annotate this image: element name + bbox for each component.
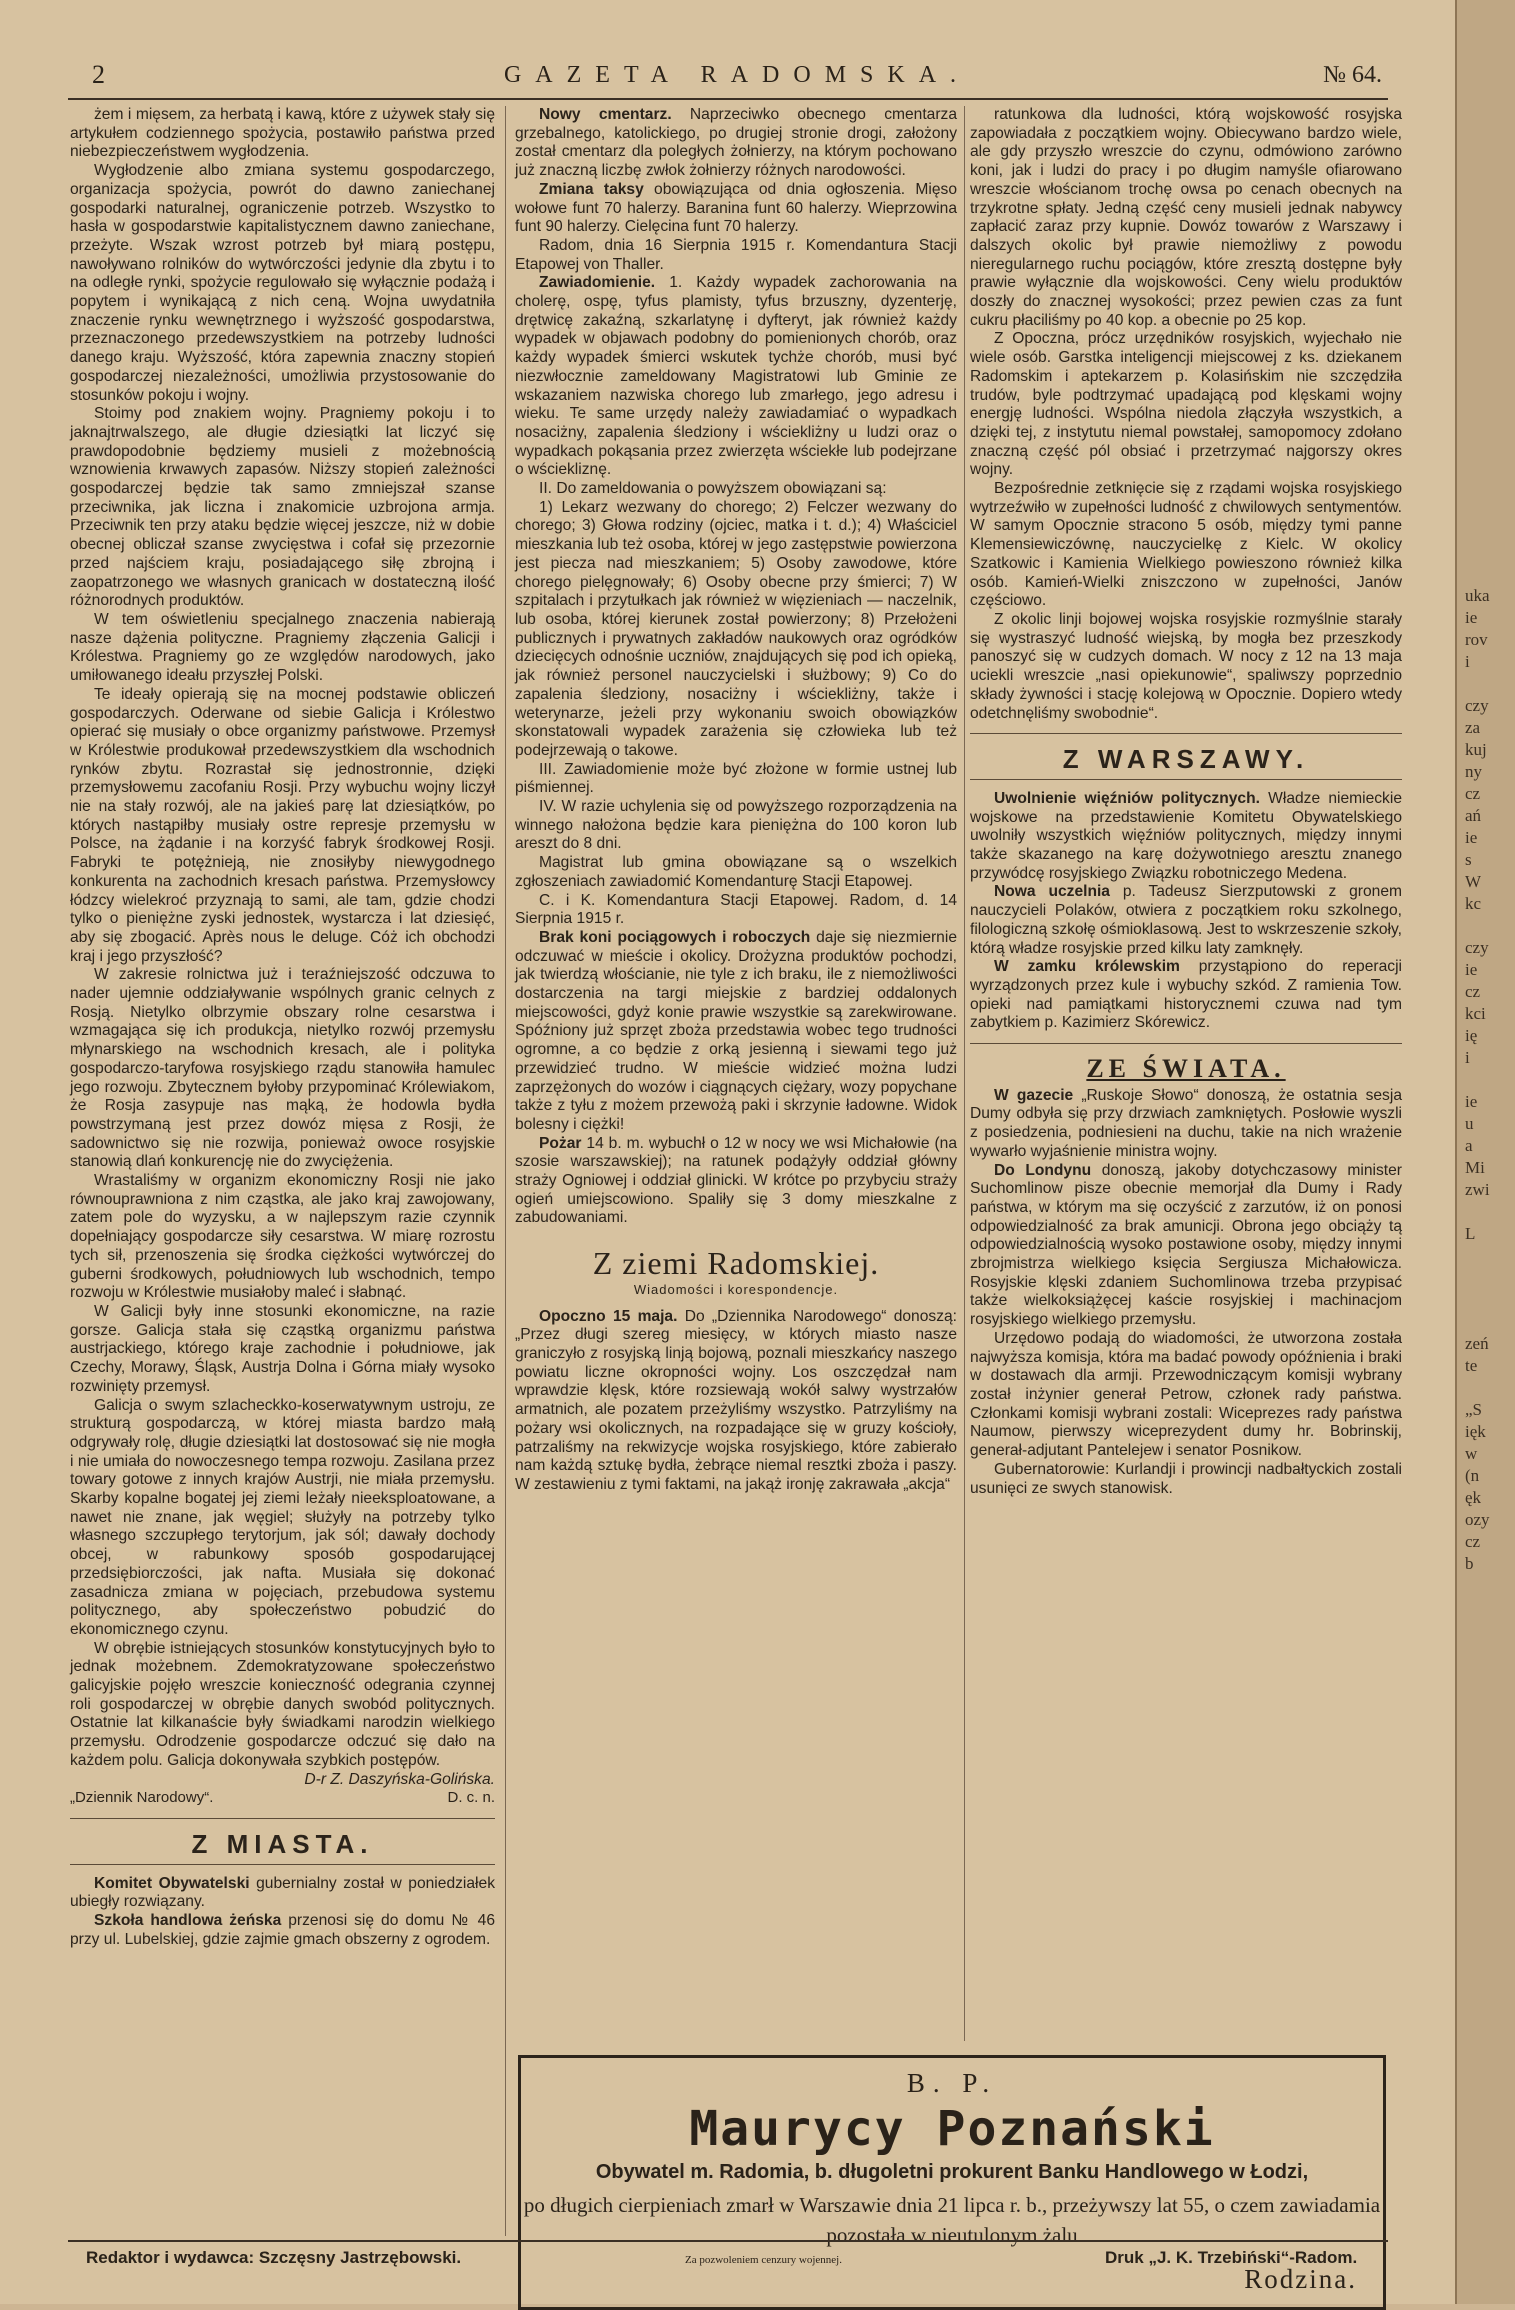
item-text: przystąpiono do reperacji wyrządzonych przez kule i wybuchy szkód. Z ramienia Tow. opieki nad pamiątkami historycznemi czuwa nad tym zabytkiem p. Kazimierz Skórewicz. <box>970 958 1402 1032</box>
gutter-fragment: cz <box>1465 1532 1481 1551</box>
divider <box>970 733 1402 734</box>
news-item <box>70 1875 495 1912</box>
divider <box>970 779 1402 780</box>
correspondence: Opoczno 15 maja. Do „Dziennika Narodowego“ donoszą: „Przez długi szereg miesięcy, w których miasto nasze graniczyło z rosyjską linją bojową, poznali mieszkańcy naszego powiatu liczne okropności wojny. Los oszczędzał nam wprawdzie klęsk, które rozsiewają wokół salwy wystrzałów armatnich, ale pozatem przeżyliśmy wszystko. Patrzyliśmy na pożary wsi okolicznych, na rozpadające się w gruzy kościoły, patrzaliśmy na rekwizycje wojska rosyjskiego, które zabierało nam każdą sztukę bydła, żebrące niemal resztki zboża i paszy. W zestawieniu z tymi faktami, na jakąż ironję zakrawała „akcja“ <box>515 1307 957 1493</box>
announcement-paragraph <box>515 274 957 480</box>
paragraph <box>70 106 495 162</box>
item-text: Magistrat lub gmina obowiązane są o wszelkich zgłoszeniach zawiadomić Komendanturę Stacji Etapowej. <box>515 854 957 890</box>
gutter-fragment: ie <box>1465 960 1478 979</box>
item-text: 1. Każdy wypadek zachorowania na cholerę, ospę, tyfus plamisty, tyfus brzuszny, dyzenterję, drętwicę zakaźną, szkarlatynę i dyfteryt, jak również każdy wypadek w objawach podobny do pomienionych chorób, oraz każdy wypadek śmierci wskutek tychże chorób, musi być niezwłocznie zameldowany Magistratowi lub Gminie ze wskazaniem nazwiska chorego lub zmarłego, jego adresu i wieku. Te same urzędy należy zawiadamiać o wypadkach nosaciżny, zapalenia śledziony i wściekliżny u ludzi oraz o wypadkach pokąsania przez zwierzęta wściekłe lub podejrzane o wściekliznę. <box>515 274 957 479</box>
item-text: Stoimy pod znakiem wojny. Pragniemy pokoju i to jaknajtrwalszego, ale długie dziesiątki lat liczyć się prawdopodobnie będziemy musieli z możebnością wznowienia krwawych zapasów. Niższy stopień zależności gospodarczej będzie tak samo zmniejszał szanse przeciwnika, jak liczna i znakomicie uzbrojona armja. Przeciwnik ten przy ataku będzie więcej jeszcze, niż w dobie obecnej obliczał szanse zwycięstwa i cofał się przezornie przed najściem kraju, posiadającego siłę zbrojną i zaopatrzonego we własnych granicach w dostateczną ilość różnorodnych produktów. <box>70 405 495 610</box>
item-lead: Uwolnienie więźniów politycznych. <box>994 789 1260 807</box>
gutter-fragment: a <box>1465 1136 1473 1155</box>
gutter-fragment: ięk <box>1465 1422 1486 1441</box>
correspondence-continued <box>970 106 1402 723</box>
world-news <box>970 1087 1402 1498</box>
gutter-fragment: Mi <box>1465 1158 1485 1177</box>
gutter-fragment: (n <box>1465 1466 1480 1485</box>
paragraph <box>70 1172 495 1303</box>
item-lead: Zawiadomienie. <box>539 274 656 292</box>
gutter-fragment: b <box>1465 1554 1474 1573</box>
gutter-fragment: u <box>1465 1114 1474 1133</box>
item-text: III. Zawiadomienie może być złożone w formie ustnej lub piśmiennej. <box>515 760 957 797</box>
item-text: Władze niemieckie wojskowe na przedstawienie Komitetu Obywatelskiego uwolniły wszystkich więźniów politycznych, między innymi także skazanego na karę dożywotniego aresztu znanego przywódcę rosyjskiego Związku robotniczego Medena. <box>970 789 1402 882</box>
item-lead: Szkoła handlowa żeńska <box>94 1912 282 1930</box>
gutter-fragment: ie <box>1465 828 1478 847</box>
item-text: 1) Lekarz wezwany do chorego; 2) Felczer wezwany do chorego; 3) Głowa rodziny (ojciec, matka i t. d.); 4) Właściciel mieszkania lub też osoba, której w jego zastępstwie powierzona jest piecza nad mieszkaniem; 5) Osoby zawodowe, które chorego pielęgnowały; 6) Osoby obecne przy śmierci; 7) W szpitalach i przytułkach jak również w więzieniach — naczelnik, lub osoba, której kierunek został powierzony; 8) Przełożeni publicznych i prywatnych zakładów naukowych oraz ogródków dziecięcych odnośnie uczniów, znajdujących się pod ich opieką, jak również personel nauczycielski i służbowy; 9) Co do zapalenia śledziony, nosaciżny i wściekliżny, także i weterynarze, jeżeli przy wykonaniu swoich obowiązków skonstatowali wypadek zarażenia się człowieka lub też podejrzewają o takowe. <box>515 498 957 759</box>
item-text: W zakresie rolnictwa już i teraźniejszość odczuwa to nader ujemnie oddziaływanie wspólnych granic celnych z Rosją. Nietylko olbrzymie obszary rolne cesarstwa i wzmagająca się ich produkcja, nietylko rozwój przemysłu młynarskiego na wschodnich kresach, ale i polityka gospodarczo-taryfowa rosyjskiego rządu stanowiła hamulec jego rozwoju. Zbytecznem byłoby przypominać Królewiakom, że Rosja zasypuje nas mąką, że hodowla bydła powstrzymaną jest przez dowóz mięsa z Rosji, że sadownictwo się nie rozwija, ponieważ owoce rosyjskie stanowią dlań konkurencję nie do zwyciężenia. <box>70 966 495 1171</box>
obituary-notice <box>518 2055 1386 2310</box>
paragraph <box>70 405 495 611</box>
obituary-bp: B. P. <box>906 2068 998 2098</box>
divider <box>70 1864 495 1865</box>
item-text: Te ideały opierają się na mocnej podstawie obliczeń gospodarczych. Oderwane od siebie Galicja i Królestwo opierać się musiały o obce organizmy państwowe. Przemysł w Królestwie produkował przedewszystkiem dla wschodnich rynków zbytu. Rozrastał się jednostronnie, dzięki przemysłowemu zacofaniu Rosji. Przy wybuchu wojny liczył nie na stały rozwój, ale na jakieś parę lat dziesiątków, po których nastąpiłby musiały ostre represje przemysłu w Polsce, na żądanie i na korzyść fabryk środkowej Rosji. Fabryki te potężnieją, nie znosiłyby niewygodnego konkurenta na zachodnich kresach państwa. Przemysłowcy łódzcy wielekroć przyznają to sami, ale tam, gdzie chodzi tylko o pieniężne zyski jednostek, wystarcza i lat dziesięć, aby się zbogacić. Après nous le deluge. Cóż ich obchodzi kraj i jego przyszłość? <box>70 685 495 965</box>
article-economy <box>70 106 495 1771</box>
item-lead: W gazecie <box>994 1086 1074 1104</box>
announcement-paragraph <box>515 761 957 798</box>
item-text: II. Do zameldowania o powyższem obowiązani są: <box>539 480 887 498</box>
paragraph <box>70 686 495 967</box>
column-1 <box>70 106 495 1950</box>
item-text: Gubernatorowie: Kurlandji i prowincji nadbałtyckich zostali usunięci ze swych stanowisk. <box>970 1460 1402 1497</box>
paragraph <box>70 162 495 405</box>
gutter-fragment: ań <box>1465 806 1482 825</box>
gutter-fragment: rov <box>1465 630 1488 649</box>
gutter-fragment: zeń <box>1465 1334 1489 1353</box>
section-heading-warszawy: Z WARSZAWY. <box>1062 744 1310 775</box>
gutter-fragment: ny <box>1465 762 1482 781</box>
gutter-fragment: czy <box>1465 938 1489 957</box>
gutter-fragment: ię <box>1465 1026 1478 1045</box>
gutter-fragment: i <box>1465 1048 1470 1067</box>
section-subheading: Wiadomości i korespondencje. <box>633 1281 839 1297</box>
news-item: Nowy cmentarz. Naprzeciwko obecnego cmentarza grzebalnego, katolickiego, po drugiej stronie drogi, założony został cmentarz dla poległych żołnierzy, na którym pochowano już znaczną liczbę zwłok żołnierzy różnych narodowości. <box>515 106 957 180</box>
item-text: Wygłodzenie albo zmiana systemu gospodarczego, organizacja spożycia, powrót do dawno zaniechanej gospodarki naturalnej, ograniczenie potrzeb. Wszystko to hasła w gospodarstwie kapitalistycznem dawno zaniechane, przeżyte. Wszak wzrost potrzeb był miarą postępu, nawoływano rolników do wytwórczości jedynie dla zbytu i to na odległe rynki, spożycie regulowało się wyłącznie podażą i popytem i wynikającą z nich ceną. Wojna uwydatniła znaczenie rynku wewnętrznego i wyższość gospodarstwa, przeznaczonego przedewszystkiem na potrzeby ludności danego kraju. Wyższość, która zapewnia znaczny stopień gospodarczej niezależności, umożliwia przystosowanie do stosunków pokoju i wojny. <box>70 162 495 404</box>
paragraph <box>70 966 495 1172</box>
item-text: Z okolic linji bojowej wojska rosyjskie rozmyślnie starały się wystraszyć ludność wiejską, by mogła bez przeszkody panoszyć się w cudzych domach. W nocy z 12 na 13 maja uciekli wreszcie „nasi opiekunowie“, spaliwszy poprzednio składy żywności i stację kolejową w Opocznie. Dopiero wtedy odetchnęliśmy swobodnie“. <box>970 610 1402 722</box>
item-text: gubernialny został w poniedziałek ubiegły rozwiązany. <box>70 1874 495 1911</box>
notice-signature: C. i K. Komendantura Stacji Etapowej. Radom, d. 14 Sierpnia 1915 r. <box>515 891 957 928</box>
source-name: „Dziennik Narodowy“. <box>70 1789 214 1807</box>
gutter-fragment: ie <box>1465 1092 1478 1111</box>
gutter-fragment: czy <box>1465 696 1489 715</box>
adjacent-page-edge <box>1455 0 1515 2304</box>
gutter-fragment: ie <box>1465 608 1478 627</box>
column-3 <box>970 106 1402 1498</box>
notice-signature: Radom, dnia 16 Sierpnia 1915 r. Komendantura Stacji Etapowej von Thaller. <box>515 236 957 273</box>
gutter-fragment: kci <box>1465 1004 1486 1023</box>
paragraph <box>970 330 1402 480</box>
masthead: GAZETA RADOMSKA. <box>503 62 971 88</box>
announcement-paragraph <box>515 480 957 499</box>
obituary-family: Rodzina. <box>1244 2264 1357 2294</box>
gutter-fragment: kc <box>1465 894 1482 913</box>
page-header <box>92 60 1382 94</box>
announcement-paragraph <box>515 499 957 761</box>
gutter-fragment: s <box>1465 850 1472 869</box>
gutter-fragment: i <box>1465 652 1470 671</box>
item-text: W tem oświetleniu specjalnego znaczenia nabierają nasze dążenia polityczne. Pragniemy złączenia Galicji i Królestwa. Pragniemy go ze względów narodowych, jako umiłowanego ideału przyszłej Polski. <box>70 610 495 685</box>
gutter-fragment: „S <box>1465 1400 1482 1419</box>
gutter-fragment: cz <box>1465 982 1481 1001</box>
news-item: Zmiana taksy obowiązująca od dnia ogłoszenia. Mięso wołowe funt 70 halerzy. Baranina funt 60 halerzy. Wieprzowina funt 90 halerzy. Cielęcina funt 70 halerzy. <box>515 180 957 236</box>
item-lead: Komitet Obywatelski <box>94 1874 250 1892</box>
news-item <box>970 1330 1402 1461</box>
news-item <box>970 1162 1402 1330</box>
item-text: IV. W razie uchylenia się od powyższego rozporządzenia na winnego nałożona będzie kara pieniężna do 100 koron lub areszt do 8 dni. <box>515 798 957 853</box>
item-lead: W zamku królewskim <box>994 958 1180 976</box>
divider <box>970 1043 1402 1044</box>
item-text: W Galicji były inne stosunki ekonomiczne, na razie gorsze. Galicja stała się cząstką organizmu państwa austrjackiego, którego kraje zachodnie i południowe, jak Czechy, Morawy, Śląsk, Austrja Dolna i Górna miały wysoko rozwinięty przemysł. <box>70 1303 495 1395</box>
news-item <box>970 790 1402 884</box>
gutter-fragment: w <box>1465 1444 1478 1463</box>
gutter-fragment: ęk <box>1465 1488 1482 1507</box>
news-item <box>970 883 1402 958</box>
article-signature: D-r Z. Daszyńska-Golińska. <box>304 1770 495 1788</box>
gutter-fragment: uka <box>1465 586 1490 605</box>
paragraph <box>70 611 495 686</box>
item-text: Galicja o swym szlacheckko-koserwatywnym ustroju, ze strukturą gospodarczą, w której miasta bardzo małą odgrywały rolę, długie dziesiątki lat dostosować się nie mogła i nie umiała do nowoczesnego tempa rozwoju. Zasilana przez towary gotowe z innych krajów Austrji, nie miała przemysłu. Skarby kopalne bogatej jej ziemi leżały nieeksploatowane, a nawet nie znane, jak węgiel; służyły na potrzeby tylko własnego szczupłego terytorjum, jak sól; dawały dochody obcej, w rabunkowy sposób gospodarującej przedsiębiorczości, jak nafta. Musiała się dokonać zasadnicza zmiana w pojęciach, przebudowa systemu politycznego, aby społeczeństwo pobudzić do ekonomicznego czynu. <box>70 1396 495 1638</box>
page-number: 2 <box>92 60 105 89</box>
paragraph <box>70 1640 495 1771</box>
obituary-name: Maurycy Poznański <box>689 2101 1215 2157</box>
item-text: Wrastaliśmy w organizm ekonomiczny Rosji nie jako równouprawniona z nim cząstka, ale jako kraj zawojowany, zatem pole do wyzysku, a w najlepszym razie czynnik dopełniający gospodarcze siły cesarstwa. W miarę rozrostu tych sił, przenoszenia się środka ciężkości wytwórczej do guberni środkowych, południowych lub wschodnich, tempo rozwoju w Królestwie musiałoby maleć i słabnąć. <box>70 1172 495 1302</box>
item-text: przenosi się do domu № 46 przy ul. Lubelskiej, gdzie zajmie gmach obszerny z ogrodem. <box>70 1912 495 1948</box>
column-rule-1 <box>505 106 506 2236</box>
news-item <box>70 1912 495 1949</box>
paragraph <box>70 1303 495 1397</box>
section-heading-swiata: ZE ŚWIATA. <box>1086 1054 1286 1084</box>
news-item: Pożar 14 b. m. wybuchł o 12 w nocy we wsi Michałowie (na szosie warszawskiej); na ratunek podążyły oddział główny straży Ogniowej i oddział glinicki. W krótce po przybyciu straży ogień umiejscowiono. Spaliły się 3 domy mieszkalne z zabudowaniami. <box>515 1134 957 1227</box>
gutter-fragment: L <box>1465 1224 1476 1243</box>
announcement-paragraph <box>515 854 957 891</box>
header-rule <box>68 98 1388 100</box>
item-lead: Nowa uczelnia <box>994 883 1110 901</box>
item-text: „Ruskoje Słowo“ donoszą, że ostatnia sesja Dumy odbyła się przy drzwiach zamkniętych. Posłowie wyszli z posiedzenia, podniesieni na duchu, takie na nich wrażenie wywarło wyjaśnienie ministra wojny. <box>970 1086 1402 1160</box>
footer-rule <box>68 2240 1388 2242</box>
gutter-fragment: kuj <box>1465 740 1487 759</box>
item-text: żem i mięsem, za herbatą i kawą, które z używek stały się artykułem codziennego spożycia, postawiło państwa przed niebezpieczeństwem wygłodzenia. <box>70 106 495 161</box>
footer-censor: Za pozwoleniem cenzury wojennej. <box>685 2254 842 2266</box>
item-text: ratunkowa dla ludności, którą wojskowość rosyjska zapowiadała z początkiem wojny. Obiecywano bardzo wiele, ale gdy przyszło wreszcie do czynu, odmówiono zarówno koni, jak i ludzi do pracy i po długim namyśle ofiarowano wreszcie włościanom trochę owsa po cenach obecnych na trzykrotne spłaty. Jedną część ceny musieli jednak nabywcy zapłacić zaraz przy kupnie. Dowóz towarów z Warszawy i dalszych okolic był prawie niemożliwy z powodu nieregularnego ruchu pociągów, które zresztą dostępne były prawie wyłącznie dla wojskowości. Ceny wielu produktów doszły do znacznej wysokości; przez pewien czas za funt cukru płaciliśmy po 40 kop. a obecnie po 25 kop. <box>970 106 1402 329</box>
warsaw-news <box>970 790 1402 1033</box>
column-rule-2 <box>964 106 965 2041</box>
footer-editor: Redaktor i wydawca: Szczęsny Jastrzębowski. <box>86 2248 462 2267</box>
city-news <box>70 1875 495 1950</box>
paragraph <box>970 611 1402 723</box>
divider <box>70 1818 495 1819</box>
item-text: donoszą, jakoby dotychczasowy minister Suchomlinow pisze obecnie memorjał dla Dumy i Rady państwa, w którym ma się oczyścić z zarzutów, iż on ponosi odpowiedzialność za brak amunicji. Obrona jego obciąży tą odpowiedzialnością wysoko postawione osoby, między innymi zbrojmistrza wielkiego księcia Sergiusza Michałowicza. Rosyjskie klęski zdaniem Suchomlinowa trzeba przypisać także wielkoksiążęcej kaście rosyjskiej i machinacjom rosyjskiego wielkiego przemysłu. <box>970 1161 1402 1329</box>
item-text: Z Opoczna, prócz urzędników rosyjskich, wyjechało nie wiele osób. Garstka inteligencji miejscowej z ks. dziekanem Radomskim i aptekarzem p. Kolasińskim nie szczędziła trudów, byle podtrzymać upadającą pod klęskami wojny energję ludności. Wspólna niedola złączyła wszystkich, a dzięki tej, z instytutu niemal powstałej, samopomocy zdołano znaczną część pól obsiać i przetrzymać najgorszy okres wojny. <box>970 330 1402 479</box>
section-heading-miasta: Z MIASTA. <box>191 1828 374 1859</box>
issue-number: № 64. <box>1323 62 1382 88</box>
gutter-fragment: W <box>1465 872 1482 891</box>
gutter-fragment: ozy <box>1465 1510 1490 1529</box>
news-item <box>970 1461 1402 1498</box>
source-note: D. c. n. <box>447 1789 495 1807</box>
news-item <box>970 958 1402 1033</box>
news-item: Brak koni pociągowych i roboczych daje się niezmiernie odczuwać w mieście i okolicy. Drożyzna produktów pochodzi, jak twierdzą włościanie, nie tyle z ich braku, ile z niemożliwości dostarczenia na targi miejskie z bardziej oddalonych miejscowości, gdyż konie prawie wszystkie są zarekwirowane. Spóźniony już sprzęt zboża przedstawia wobec tego trudności ogromne, a co będzie z orką jesienną i siewami tego już przewidzieć trudno. W mieście widzieć można ludzi zaprzężonych do wozów i ciągnących ciężary, wozy popychane także z tyłu z możem przewożą paki i skrzynie ładowne. Widok bolesny i ciężki! <box>515 928 957 1133</box>
gutter-fragment: za <box>1465 718 1481 737</box>
gutter-fragment: cz <box>1465 784 1481 803</box>
item-text: Urzędowo podają do wiadomości, że utworzona została najwyższa komisja, która ma badać powody opóźnienia i braki w dostawach dla armji. Przewodniczącym komisji wybrany został inżynier generał Petrow, członek rady państwa. Członkami komisji wybrani zostali: Wiceprezes rady państwa Naumow, pierwszy wiceprezydent dumy hr. Bobrinskij, generał-adjutant Pantelejew i senator Posnikow. <box>970 1329 1402 1460</box>
section-heading-ziemi: Z ziemi Radomskiej. <box>592 1245 880 1282</box>
obituary-title: Obywatel m. Radomia, b. długoletni prokurent Banku Handlowego w Łodzi, <box>595 2161 1309 2183</box>
news-item <box>970 1087 1402 1162</box>
article-source <box>70 1789 495 1808</box>
gutter-fragment: zwi <box>1465 1180 1490 1199</box>
paragraph <box>970 480 1402 611</box>
paragraph <box>970 106 1402 330</box>
gutter-fragment: te <box>1465 1356 1478 1375</box>
item-text: p. Tadeusz Sierzputowski z gronem nauczycieli Polaków, otwiera z początkiem roku szkolnego, filologiczną szkołę ośmioklasową. Jest to wskrzeszenie szkoły, którą władze rosyjskie przed kilku laty zamknęły. <box>970 883 1403 957</box>
column-2 <box>515 106 957 1495</box>
obituary-text: po długich cierpieniach zmarł w Warszawie dnia 21 lipca r. b., przeżywszy lat 55, o czem zawiadamia pozostała w nieutulonym żalu <box>523 2193 1381 2247</box>
footer-printer: Druk „J. K. Trzebiński“-Radom. <box>1105 2248 1358 2267</box>
item-lead: Do Londynu <box>994 1161 1092 1179</box>
announcement-paragraph <box>515 798 957 854</box>
announcement <box>515 274 957 891</box>
item-text: W obrębie istniejących stosunków konstytucyjnych było to jednak możebnem. Zdemokratyzowane społeczeństwo galicyjskie pojęło wreszcie konieczność odegrania czynnej roli gospodarczej w obrębie danych swobód politycznych. Ostatnie lat kilkanaście były świadkami narodzin wielkiego przemysłu. Odrodzenie gospodarcze odczuć się dało na każdem polu. Galicja dokonywała szybkich postępów. <box>70 1639 495 1769</box>
item-text: Bezpośrednie zetknięcie się z rządami wojska rosyjskiego wytrzeźwiło w zupełności ludność z chwilowych sentymentów. W samym Opocznie stracono 5 osób, między tymi panne Klemensiewiczównę, nauczycielkę z Kielc. W okolicy Szatkowic i Kamienia Wielkiego powieszono również kilka osób. Kamień-Wielki zniszczono w zupełności, Janów częściowo. <box>970 480 1402 610</box>
paragraph <box>70 1397 495 1640</box>
